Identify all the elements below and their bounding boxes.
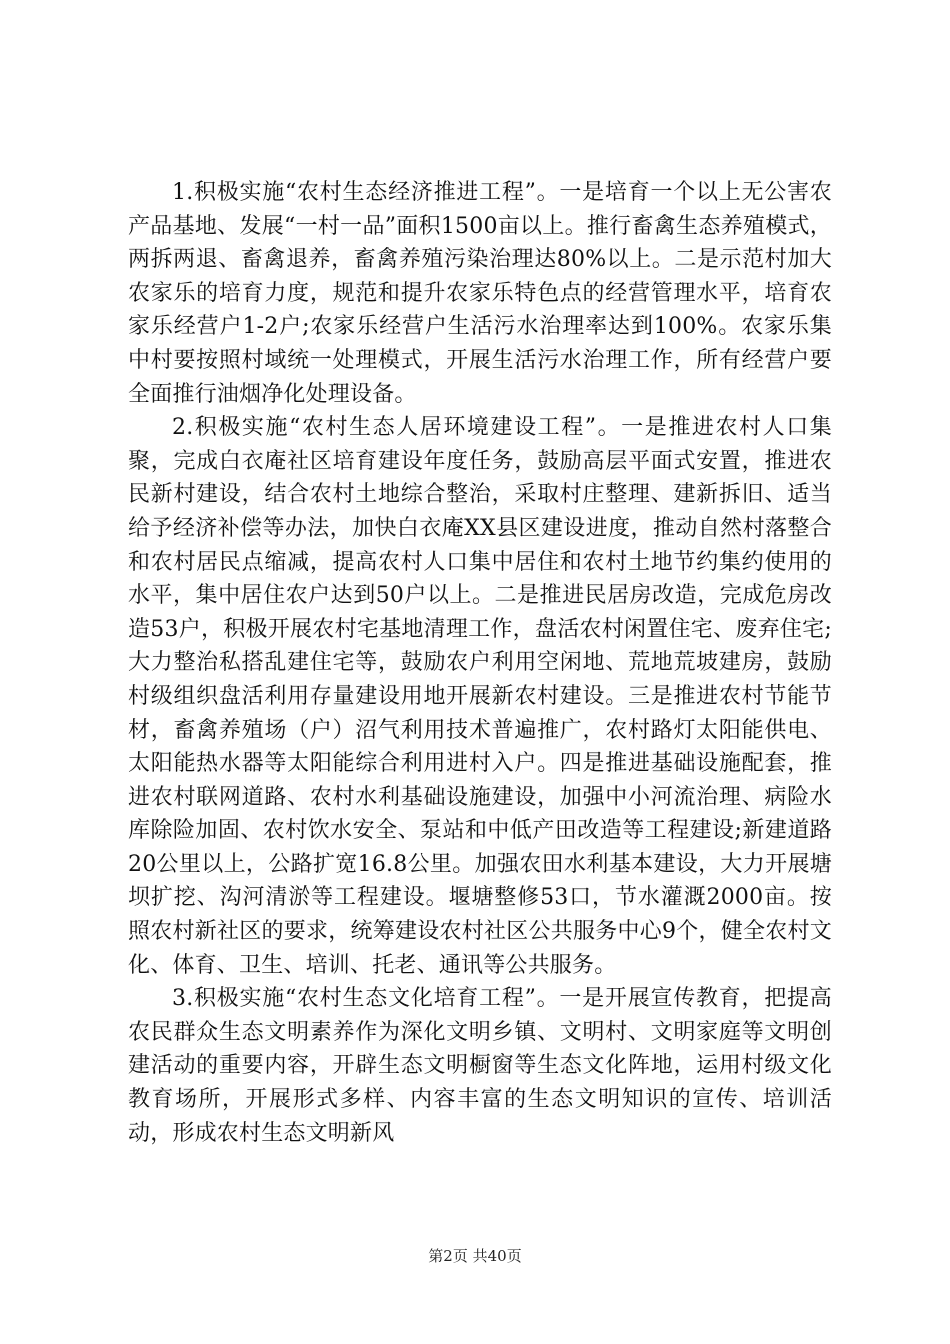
paragraph-rural-living-environment: 2.积极实施“农村生态人居环境建设工程”。一是推进农村人口集聚，完成白衣庵社区培育建设年度任务，鼓励高层平面式安置，推进农民新村建设，结合农村土地综合整治，采取村庄整理、建新拆旧、适当给予经济补偿等办法，加快白衣庵XX县区建设进度，推动自然村落整合和农村居民点缩减，提高农村人口集中居住和农村土地节约集约使用的水平，集中居住农户达到50户以上。二是推进民居房改造，完成危房改造53户，积极开展农村宅基地清理工作，盘活农村闲置住宅、废弃住宅;大力整治私搭乱建住宅等，鼓励农户利用空闲地、荒地荒坡建房，鼓励村级组织盘活利用存量建设用地开展新农村建设。三是推进农村节能节材，畜禽养殖场（户）沼气利用技术普遍推广，农村路灯太阳能供电、太阳能热水器等太阳能综合利用进村入户。四是推进基础设施配套，推进农村联网道路、农村水利基础设施建设，加强中小河流治理、病险水库除险加固、农村饮水安全、泵站和中低产田改造等工程建设;新建道路20公里以上，公路扩宽16.8公里。加强农田水利基本建设，大力开展塘坝扩挖、沟河清淤等工程建设。堰塘整修53口，节水灌溉2000亩。按照农村新社区的要求，统筹建设农村社区公共服务中心9个，健全农村文化、体育、卫生、培训、托老、通讯等公共服务。 xyxy=(128,415,832,978)
document-body xyxy=(128,176,832,1150)
page-number-footer: 第2页 共40页 xyxy=(428,1247,522,1265)
paragraph-rural-eco-culture: 3.积极实施“农村生态文化培育工程”。一是开展宣传教育，把提高农民群众生态文明素养作为深化文明乡镇、文明村、文明家庭等文明创建活动的重要内容，开辟生态文明橱窗等生态文化阵地，运用村级文化教育场所，开展形式多样、内容丰富的生态文明知识的宣传、培训活动，形成农村生态文明新风 xyxy=(128,986,832,1146)
paragraph-rural-eco-economy: 1.积极实施“农村生态经济推进工程”。一是培育一个以上无公害农产品基地、发展“一村一品”面积1500亩以上。推行畜禽生态养殖模式，两拆两退、畜禽退养，畜禽养殖污染治理达80%以上。二是示范村加大农家乐的培育力度，规范和提升农家乐特色点的经营管理水平，培育农家乐经营户1-2户;农家乐经营户生活污水治理率达到100%。农家乐集中村要按照村域统一处理模式，开展生活污水治理工作，所有经营户要全面推行油烟净化处理设备。 xyxy=(128,180,832,407)
